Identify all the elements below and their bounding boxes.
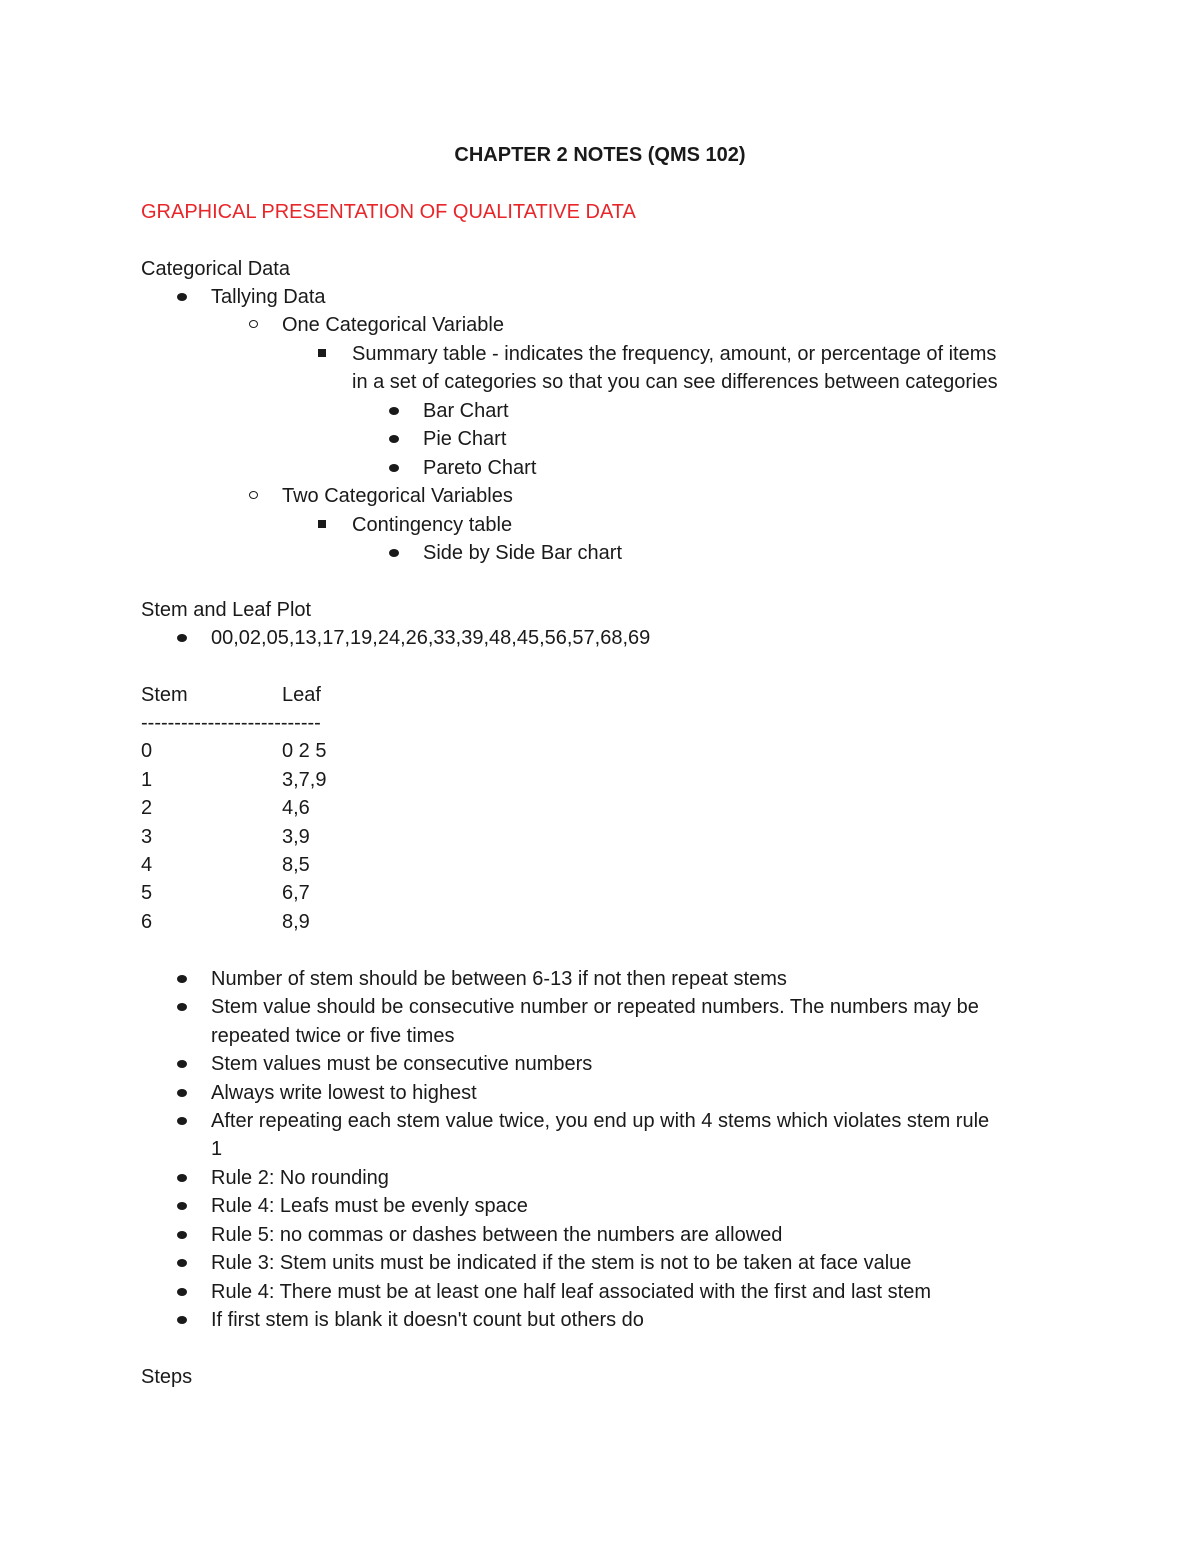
leaf-value: 3,7,9 [282,769,327,791]
rule-item: Rule 2: No rounding [211,1167,389,1189]
one-variable-item: One Categorical Variable [282,314,504,336]
bullet-icon [389,464,399,472]
two-variable-item: Two Categorical Variables [282,485,513,507]
bullet-icon [177,1316,187,1324]
categorical-heading: Categorical Data [141,258,290,280]
chart-item-pie: Pie Chart [423,428,507,450]
leaf-header: Leaf [282,684,321,706]
bullet-icon [177,1060,187,1068]
steps-heading: Steps [141,1366,193,1388]
square-bullet-icon [318,520,326,528]
stem-value: 5 [141,882,153,904]
rule-item: If first stem is blank it doesn't count but others do [211,1309,644,1331]
rule-item: After repeating each stem value twice, you end up with 4 stems which violates stem rule [211,1110,990,1132]
bullet-icon [177,293,187,301]
chart-item-bar: Bar Chart [423,400,509,422]
leaf-value: 4,6 [282,797,310,819]
section-heading: GRAPHICAL PRESENTATION OF QUALITATIVE DATA [141,201,636,223]
summary-table-line1: Summary table - indicates the frequency, amount, or percentage of items [352,343,997,365]
hollow-bullet-icon [249,320,258,328]
bullet-icon [177,1259,187,1267]
bullet-icon [177,1089,187,1097]
contingency-item: Contingency table [352,514,513,536]
page-title: CHAPTER 2 NOTES (QMS 102) [454,144,746,166]
stem-value: 1 [141,769,153,791]
stem-value: 3 [141,826,153,848]
bullet-icon [177,1231,187,1239]
rule-item: Rule 3: Stem units must be indicated if the stem is not to be taken at face value [211,1252,912,1274]
bullet-icon [177,1202,187,1210]
table-divider: --------------------------- [141,712,321,734]
rule-item: Rule 4: Leafs must be evenly space [211,1195,528,1217]
leaf-value: 8,5 [282,854,310,876]
chart-item-pareto: Pareto Chart [423,457,537,479]
rule-item: Rule 4: There must be at least one half leaf associated with the first and last stem [211,1281,932,1303]
bullet-icon [389,407,399,415]
summary-table-line2: in a set of categories so that you can see differences between categories [352,371,998,393]
bullet-icon [177,634,187,642]
bullet-icon [389,435,399,443]
square-bullet-icon [318,349,326,357]
rule-item-continued: 1 [211,1138,223,1160]
stem-leaf-heading: Stem and Leaf Plot [141,599,312,621]
stem-value: 2 [141,797,153,819]
hollow-bullet-icon [249,491,258,499]
leaf-value: 3,9 [282,826,310,848]
side-by-side-item: Side by Side Bar chart [423,542,622,564]
bullet-icon [177,1117,187,1125]
bullet-icon [177,1003,187,1011]
rule-item-continued: repeated twice or five times [211,1025,455,1047]
leaf-value: 0 2 5 [282,740,327,762]
bullet-icon [177,1288,187,1296]
rule-item: Number of stem should be between 6-13 if not then repeat stems [211,968,787,990]
bullet-icon [177,975,187,983]
bullet-icon [389,549,399,557]
stem-value: 6 [141,911,153,933]
leaf-value: 8,9 [282,911,310,933]
rule-item: Stem value should be consecutive number or repeated numbers. The numbers may be [211,996,979,1018]
rule-item: Rule 5: no commas or dashes between the numbers are allowed [211,1224,783,1246]
leaf-value: 6,7 [282,882,310,904]
rule-item: Stem values must be consecutive numbers [211,1053,593,1075]
tallying-item: Tallying Data [211,286,326,308]
rule-item: Always write lowest to highest [211,1082,477,1104]
data-values-line: 00,02,05,13,17,19,24,26,33,39,48,45,56,57,68,69 [211,627,651,649]
stem-value: 0 [141,740,153,762]
stem-header: Stem [141,684,188,706]
stem-value: 4 [141,854,153,876]
bullet-icon [177,1174,187,1182]
